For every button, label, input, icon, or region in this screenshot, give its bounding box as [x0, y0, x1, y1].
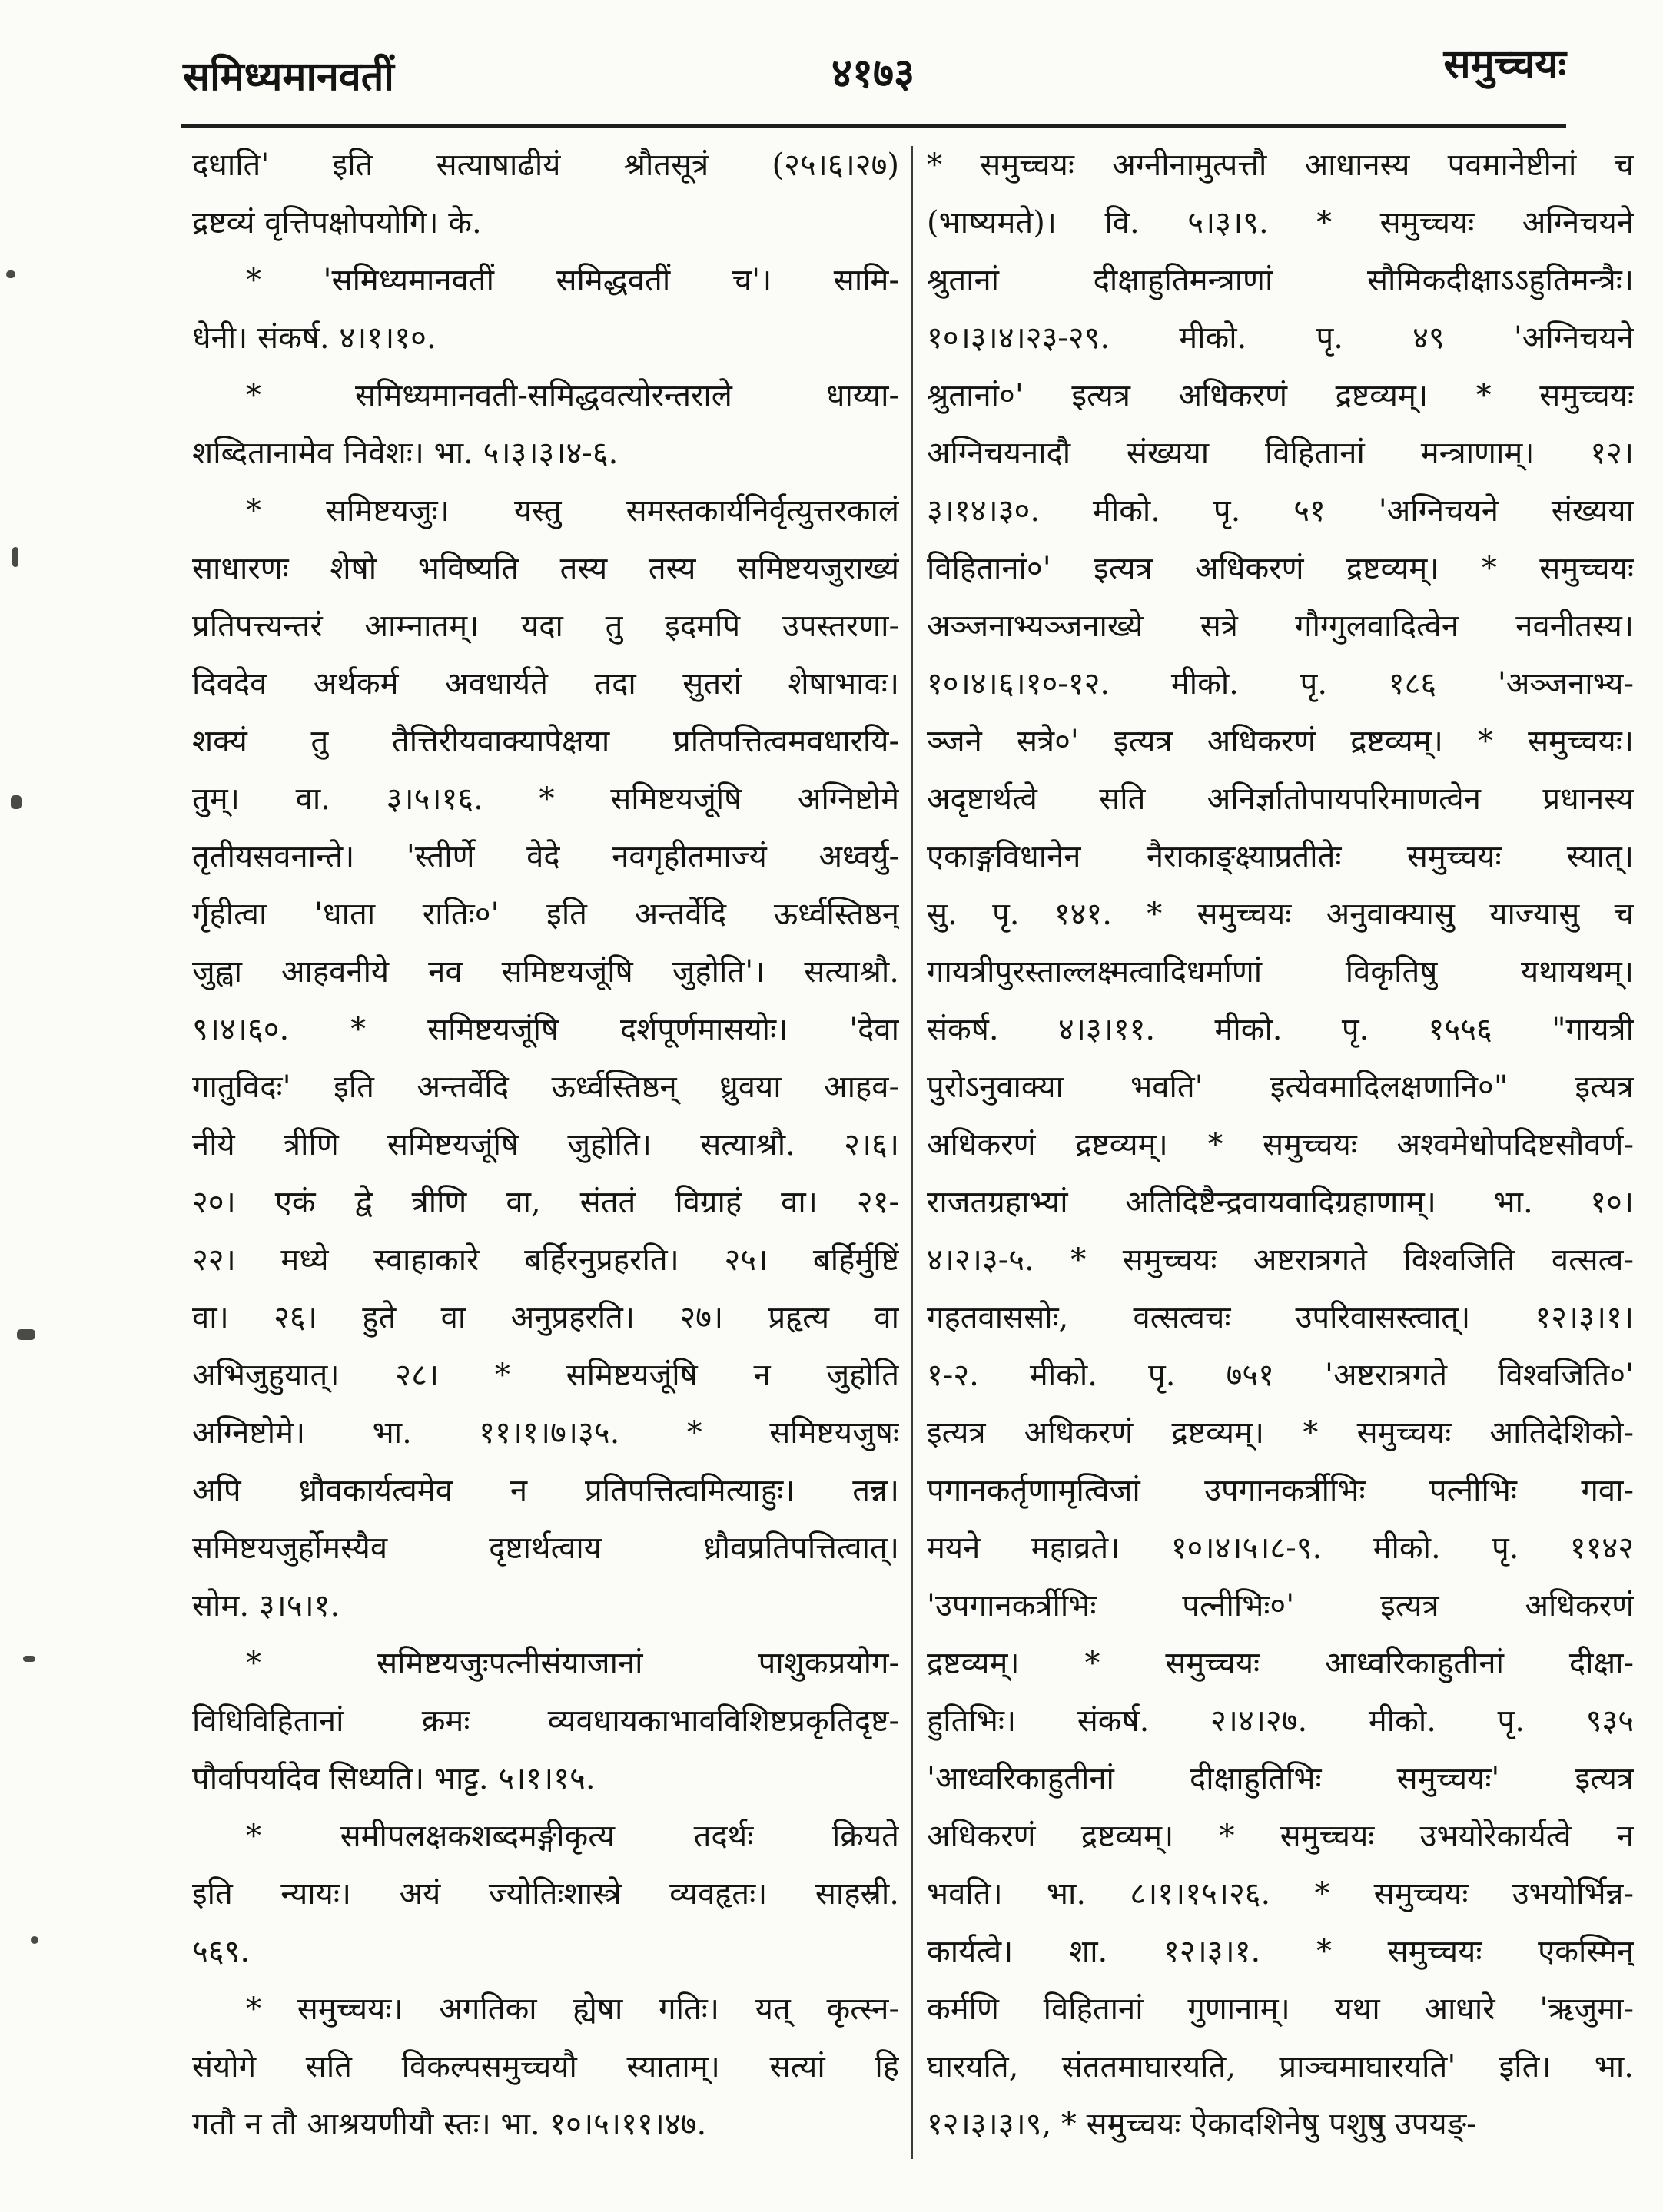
- right-column-line: १०।४।६।१०-१२. मीको. पृ. १८६ 'अञ्जनाभ्य-: [927, 666, 1634, 701]
- right-column-line: ञ्जने सत्रे०' इत्यत्र अधिकरणं द्रष्टव्यम्। * समुच्चयः।: [927, 724, 1634, 759]
- right-column-line: अग्निचयनादौ संख्यया विहितानां मन्त्राणाम्। १२।: [927, 436, 1634, 471]
- left-column-line: विधिविहितानां क्रमः व्यवधायकाभावविशिष्टप्रकृतिदृष्ट-: [192, 1703, 899, 1739]
- right-column-line: पगानकर्तृणामृत्विजां उपगानकर्त्रीभिः पत्नीभिः गवा-: [927, 1473, 1634, 1508]
- right-column-line: श्रुतानां दीक्षाहुतिमन्त्राणां सौमिकदीक्षाऽऽहुतिमन्त्रैः।: [927, 263, 1634, 298]
- scan-speck: [12, 547, 18, 567]
- left-column-line: * 'समिध्यमानवतीं समिद्धवतीं च'। सामि-: [246, 263, 899, 298]
- right-column-line: द्रष्टव्यम्। * समुच्चयः आध्वरिकाहुतीनां दीक्षा-: [927, 1646, 1634, 1681]
- left-column-line: * समिष्टयजुःपत्नीसंयाजानां पाशुकप्रयोग-: [246, 1646, 899, 1681]
- scan-speck: [6, 270, 15, 278]
- left-column: [192, 137, 899, 2154]
- scan-speck: [23, 1656, 35, 1662]
- left-column-line: तुम्। वा. ३।५।१६. * समिष्टयजूंषि अग्निष्टोमे: [192, 781, 899, 817]
- left-column-line: अभिजुहुयात्। २८। * समिष्टयजूंषि न जुहोति: [192, 1358, 899, 1393]
- left-column-line: * समिध्यमानवती-समिद्धवत्योरन्तराले धाय्या-: [246, 378, 899, 413]
- left-column-line: संयोगे सति विकल्पसमुच्चयौ स्याताम्। सत्यां हि: [192, 2049, 899, 2084]
- left-column-line: * समिष्टयजुः। यस्तु समस्तकार्यनिर्वृत्युत्तरकालं: [246, 493, 899, 529]
- scan-speck: [31, 1936, 38, 1944]
- left-column-line: ९।४।६०. * समिष्टयजूंषि दर्शपूर्णमासयोः। 'देवा: [192, 1012, 899, 1047]
- right-column-line: ३।१४।३०. मीको. पृ. ५१ 'अग्निचयने संख्यया: [927, 493, 1634, 529]
- scan-speck: [17, 1329, 35, 1340]
- left-column-line: शक्यं तु तैत्तिरीयवाक्यापेक्षया प्रतिपत्तित्वमवधारयि-: [192, 724, 899, 759]
- left-column-line: * समुच्चयः। अगतिका ह्येषा गतिः। यत् कृत्स्न-: [246, 1991, 899, 2027]
- left-column-line: द्रष्टव्यं वृत्तिपक्षोपयोगि। के.: [192, 205, 482, 240]
- right-column-line: भवति। भा. ८।१।१५।२६. * समुच्चयः उभयोर्भिन्न-: [927, 1876, 1634, 1912]
- right-column-line: घारयति, संततमाघारयति, प्राञ्चमाघारयति' इति। भा.: [927, 2049, 1634, 2084]
- right-column-line: ४।२।३-५. * समुच्चयः अष्टरात्रगते विश्वजिति वत्सत्व-: [927, 1242, 1634, 1278]
- left-column-line: साधारणः शेषो भविष्यति तस्य तस्य समिष्टयजुराख्यं: [192, 551, 899, 586]
- page-number: ४१७३: [831, 50, 915, 97]
- left-column-line: प्रतिपत्त्यन्तरं आम्नातम्। यदा तु इदमपि उपस्तरणा-: [192, 609, 899, 644]
- right-column-line: इत्यत्र अधिकरणं द्रष्टव्यम्। * समुच्चयः आतिदेशिको-: [927, 1415, 1634, 1451]
- left-column-line: अपि ध्रौवकार्यत्वमेव न प्रतिपत्तित्वमित्याहुः। तन्न।: [192, 1473, 899, 1508]
- right-column-line: मयने महाव्रते। १०।४।५।८-९. मीको. पृ. ११४२: [927, 1530, 1634, 1566]
- left-column-line: * समीपलक्षकशब्दमङ्गीकृत्य तदर्थः क्रियते: [246, 1819, 899, 1854]
- page-header: [175, 22, 1571, 121]
- left-column-line: वा। २६। हुते वा अनुप्रहरति। २७। प्रहृत्य वा: [192, 1300, 899, 1335]
- right-column-line: १०।३।४।२३-२९. मीको. पृ. ४९ 'अग्निचयने: [927, 320, 1634, 356]
- right-column-line: श्रुतानां०' इत्यत्र अधिकरणं द्रष्टव्यम्। * समुच्चयः: [927, 378, 1634, 413]
- right-column-line: पुरोऽनुवाक्या भवति' इत्येवमादिलक्षणानि०" इत्यत्र: [927, 1070, 1634, 1105]
- right-column-line: कार्यत्वे। शा. १२।३।१. * समुच्चयः एकस्मिन्: [927, 1934, 1634, 1969]
- right-column-line: (भाष्यमते)। वि. ५।३।९. * समुच्चयः अग्निचयने: [927, 205, 1634, 240]
- right-column-line: अञ्जनाभ्यञ्जनाख्ये सत्रे गौग्गुलवादित्वेन नवनीतस्य।: [927, 609, 1634, 644]
- right-column-line: एकाङ्गविधानेन नैराकाङ्क्ष्याप्रतीतेः समुच्चयः स्यात्।: [927, 839, 1634, 874]
- right-column-line: १-२. मीको. पृ. ७५१ 'अष्टरात्रगते विश्वजिति०': [927, 1358, 1634, 1393]
- column-divider: [911, 146, 913, 2159]
- right-column-line: १२।३।३।९, * समुच्चयः ऐकादशिनेषु पशुषु उपयङ्-: [927, 2107, 1477, 2142]
- right-column-line: 'आध्वरिकाहुतीनां दीक्षाहुतिभिः समुच्चयः' इत्यत्र: [927, 1761, 1634, 1796]
- scan-speck: [11, 795, 22, 809]
- left-column-line: तृतीयसवनान्ते। 'स्तीर्णे वेदे नवगृहीतमाज्यं अध्वर्यु-: [192, 839, 899, 874]
- left-column-line: २०। एकं द्वे त्रीणि वा, संततं विग्राहं वा। २१-: [192, 1185, 899, 1220]
- left-column-line: सोम. ३।५।१.: [192, 1588, 340, 1623]
- left-column-line: समिष्टयजुर्होमस्यैव दृष्टार्थत्वाय ध्रौवप्रतिपत्तित्वात्।: [192, 1530, 899, 1566]
- left-column-line: दधाति' इति सत्याषाढीयं श्रौतसूत्रं (२५।६।२७): [192, 148, 899, 183]
- left-column-line: गतौ न तौ आश्रयणीयौ स्तः। भा. १०।५।११।४७.: [192, 2107, 707, 2142]
- right-column-line: गहतवाससोः, वत्सत्वचः उपरिवासस्त्वात्। १२।३।१।: [927, 1300, 1634, 1335]
- left-column-line: र्गृहीत्वा 'धाता रातिः०' इति अन्तर्वेदि ऊर्ध्वस्तिष्ठन्: [192, 897, 899, 932]
- header-rule: [181, 124, 1566, 128]
- left-column-line: दिवदेव अर्थकर्म अवधार्यते तदा सुतरां शेषाभावः।: [192, 666, 899, 701]
- right-column-line: अदृष्टार्थत्वे सति अनिर्ज्ञातोपायपरिमाणत्वेन प्रधानस्य: [927, 781, 1634, 817]
- left-column-line: गातुविदः' इति अन्तर्वेदि ऊर्ध्वस्तिष्ठन् ध्रुवया आहव-: [192, 1070, 899, 1105]
- right-column-line: * समुच्चयः अग्नीनामुत्पत्तौ आधानस्य पवमानेष्टीनां च: [927, 148, 1634, 183]
- header-right-headword: समुच्चयः: [1443, 41, 1566, 88]
- right-column-line: गायत्रीपुरस्ताल्लक्ष्मत्वादिधर्माणां विकृतिषु यथायथम्।: [927, 954, 1634, 990]
- left-column-line: २२। मध्ये स्वाहाकारे बर्हिरनुप्रहरति। २५। बर्हिर्मुष्टिं: [192, 1242, 899, 1278]
- right-column-line: कर्मणि विहितानां गुणानाम्। यथा आधारे 'ऋजुमा-: [927, 1991, 1634, 2027]
- left-column-line: अग्निष्टोमे। भा. ११।१।७।३५. * समिष्टयजुषः: [192, 1415, 899, 1451]
- header-left-headword: समिध्यमानवतीं: [183, 53, 394, 100]
- left-column-line: जुह्वा आहवनीये नव समिष्टयजूंषि जुहोति'। सत्याश्रौ.: [192, 954, 899, 990]
- left-column-line: पौर्वापर्यादेव सिध्यति। भाट्ट. ५।१।१५.: [192, 1761, 596, 1796]
- right-column: [927, 137, 1634, 2154]
- right-column-line: सु. पृ. १४१. * समुच्चयः अनुवाक्यासु याज्यासु च: [927, 897, 1634, 932]
- right-column-line: हुतिभिः। संकर्ष. २।४।२७. मीको. पृ. ९३५: [927, 1703, 1634, 1739]
- right-column-line: अधिकरणं द्रष्टव्यम्। * समुच्चयः उभयोरेकार्यत्वे न: [927, 1819, 1634, 1854]
- left-column-line: इति न्यायः। अयं ज्योतिःशास्त्रे व्यवहृतः। साहस्री.: [192, 1876, 899, 1912]
- right-column-line: अधिकरणं द्रष्टव्यम्। * समुच्चयः अश्वमेधोपदिष्टसौवर्ण-: [927, 1127, 1634, 1162]
- right-column-line: विहितानां०' इत्यत्र अधिकरणं द्रष्टव्यम्। * समुच्चयः: [927, 551, 1634, 586]
- right-column-line: राजतग्रहाभ्यां अतिदिष्टैन्द्रवायवादिग्रहाणाम्। भा. १०।: [927, 1185, 1634, 1220]
- left-column-line: ५६९.: [192, 1934, 251, 1969]
- left-column-line: धेनी। संकर्ष. ४।१।१०.: [192, 320, 436, 356]
- right-column-line: संकर्ष. ४।३।११. मीको. पृ. १५५६ "गायत्री: [927, 1012, 1634, 1047]
- right-column-line: 'उपगानकर्त्रीभिः पत्नीभिः०' इत्यत्र अधिकरणं: [927, 1588, 1634, 1623]
- left-column-line: नीये त्रीणि समिष्टयजूंषि जुहोति। सत्याश्रौ. २।६।: [192, 1127, 899, 1162]
- left-column-line: शब्दितानामेव निवेशः। भा. ५।३।३।४-६.: [192, 436, 619, 471]
